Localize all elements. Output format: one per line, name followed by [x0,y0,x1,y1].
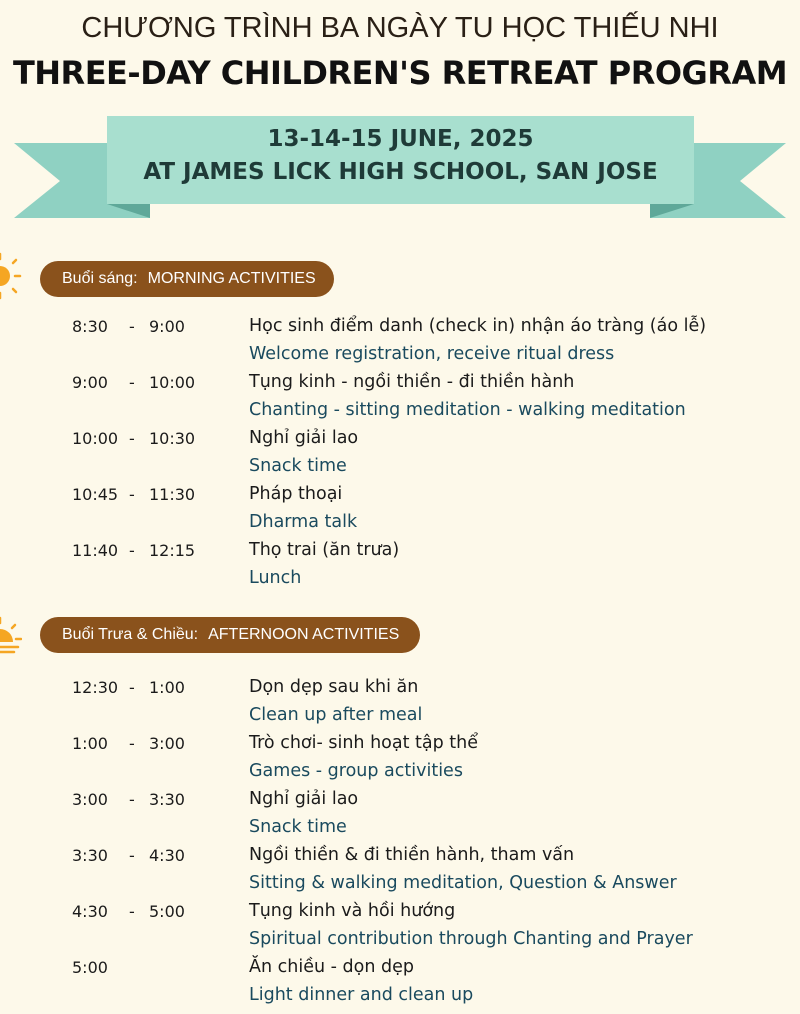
activity-english: Clean up after meal [249,705,423,725]
section-header-afternoon-en: AFTERNOON ACTIVITIES [208,626,400,643]
schedule-row [0,902,800,958]
title-vietnamese: CHƯƠNG TRÌNH BA NGÀY TU HỌC THIẾU NHI [81,12,719,44]
time-end: 1:00 [149,678,185,697]
time-start: 11:40 [72,541,119,560]
time-start: 5:00 [72,958,108,977]
activity-vietnamese: Nghỉ giải lao [249,789,359,809]
activity-english: Welcome registration, receive ritual dress [249,344,615,364]
time-dash: - [129,429,135,448]
schedule-row [0,373,800,429]
time-end: 12:15 [149,541,196,560]
title-english: THREE-DAY CHILDREN'S RETREAT PROGRAM [12,54,788,92]
banner-location: AT JAMES LICK HIGH SCHOOL, SAN JOSE [143,159,658,185]
section-header-afternoon [40,617,420,653]
time-dash: - [129,678,135,697]
time-dash: - [129,541,135,560]
time-start: 10:00 [72,429,119,448]
activity-vietnamese: Tụng kinh - ngồi thiền - đi thiền hành [249,372,575,392]
activity-english: Chanting - sitting meditation - walking meditation [249,400,686,420]
time-end: 5:00 [149,902,185,921]
time-end: 3:00 [149,734,185,753]
schedule-row [0,541,800,597]
time-start: 10:45 [72,485,119,504]
activity-vietnamese: Tụng kinh và hồi hướng [249,901,456,921]
schedule-row [0,317,800,373]
schedule-row [0,678,800,734]
activity-vietnamese: Thọ trai (ăn trưa) [249,540,400,560]
schedule-row [0,429,800,485]
time-dash: - [129,485,135,504]
activity-vietnamese: Trò chơi- sinh hoạt tập thể [249,733,479,753]
time-start: 12:30 [72,678,119,697]
time-dash: - [129,317,135,336]
time-end: 3:30 [149,790,185,809]
activity-vietnamese: Ngồi thiền & đi thiền hành, tham vấn [249,845,575,865]
sun-icon [0,250,22,302]
activity-english: Games - group activities [249,761,463,781]
time-start: 8:30 [72,317,108,336]
activity-vietnamese: Nghỉ giải lao [249,428,359,448]
activity-english: Sitting & walking meditation, Question & Answer [249,873,677,893]
schedule-row [0,485,800,541]
time-start: 9:00 [72,373,108,392]
banner-dates: 13-14-15 JUNE, 2025 [267,126,534,152]
schedule-row [0,790,800,846]
activity-vietnamese: Dọn dẹp sau khi ăn [249,677,419,697]
section-header-morning [40,261,334,297]
time-end: 9:00 [149,317,185,336]
time-start: 1:00 [72,734,108,753]
activity-vietnamese: Pháp thoại [249,484,343,504]
section-header-afternoon-vn: Buổi Trưa & Chiều: [62,626,199,643]
activity-english: Snack time [249,817,347,837]
section-header-morning-en: MORNING ACTIVITIES [147,270,316,287]
sunset-icon [0,612,22,658]
time-start: 4:30 [72,902,108,921]
activity-english: Snack time [249,456,347,476]
schedule-row [0,958,800,1014]
activity-vietnamese: Ăn chiều - dọn dẹp [249,957,414,977]
time-end: 10:00 [149,373,196,392]
activity-english: Spiritual contribution through Chanting and Prayer [249,929,693,949]
time-start: 3:30 [72,846,108,865]
time-start: 3:00 [72,790,108,809]
time-end: 4:30 [149,846,185,865]
time-end: 10:30 [149,429,196,448]
section-header-morning-vn: Buổi sáng: [62,270,138,287]
time-dash: - [129,846,135,865]
time-dash: - [129,790,135,809]
schedule-row [0,846,800,902]
time-dash: - [129,902,135,921]
time-dash: - [129,373,135,392]
activity-english: Light dinner and clean up [249,985,474,1005]
schedule-row [0,734,800,790]
activity-english: Lunch [249,568,302,588]
activity-english: Dharma talk [249,512,358,532]
time-dash: - [129,734,135,753]
time-end: 11:30 [149,485,196,504]
activity-vietnamese: Học sinh điểm danh (check in) nhận áo tràng (áo lễ) [249,316,707,336]
